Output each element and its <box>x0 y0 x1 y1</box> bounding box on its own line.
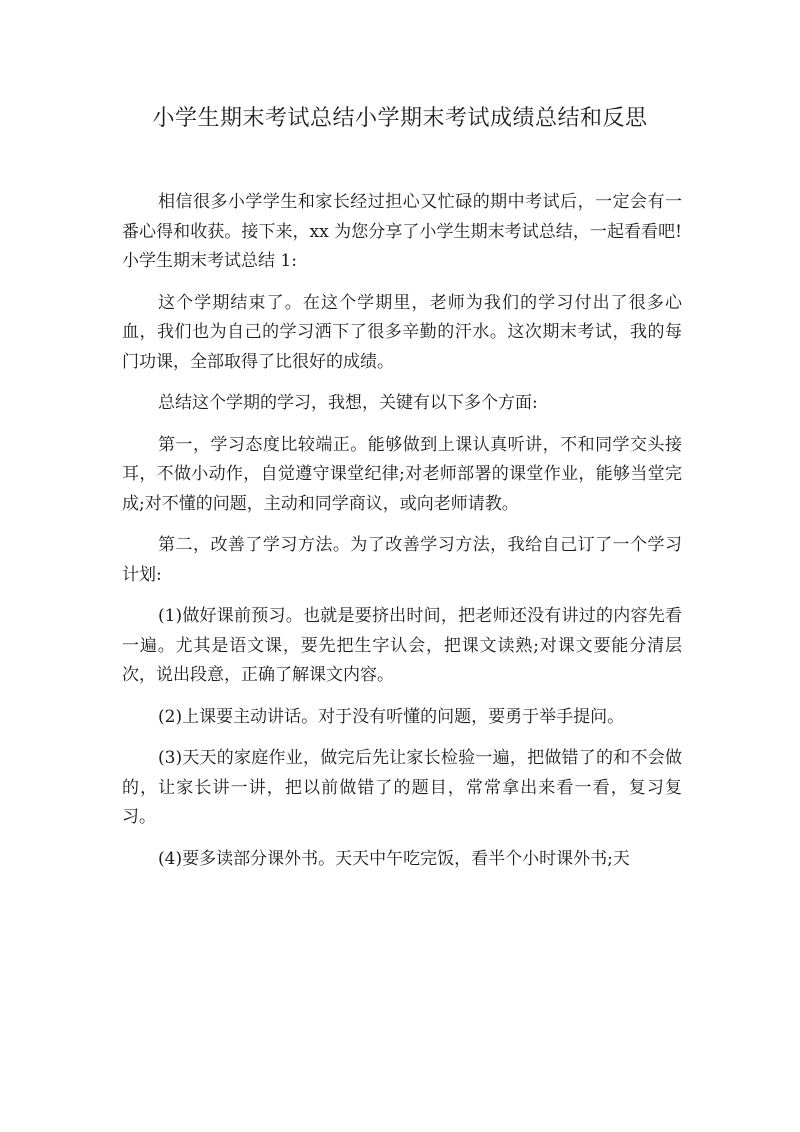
paragraph: 第一，学习态度比较端正。能够做到上课认真听讲，不和同学交头接耳，不做小动作，自觉遵守课堂纪律;对老师部署的课堂作业，能够当堂完成;对不懂的问题，主动和同学商议，或向老师请教。 <box>122 434 682 514</box>
paragraph: 这个学期结束了。在这个学期里，老师为我们的学习付出了很多心血，我们也为自己的学习洒下了很多辛勤的汗水。这次期末考试，我的每门功课，全部取得了比很好的成绩。 <box>122 292 682 372</box>
paragraph: (1)做好课前预习。也就是要挤出时间，把老师还没有讲过的内容先看一遍。尤其是语文课，要先把生字认会，把课文读熟;对课文要能分清层次，说出段意，正确了解课文内容。 <box>122 606 682 685</box>
paragraph: (4)要多读部分课外书。天天中午吃完饭，看半个小时课外书;天 <box>158 848 630 869</box>
paragraph: (3)天天的家庭作业，做完后先让家长检验一遍，把做错了的和不会做的，让家长讲一讲，把以前做错了的题目，常常拿出来看一看，复习复习。 <box>122 748 682 827</box>
paragraph: 总结这个学期的学习，我想，关键有以下多个方面: <box>158 393 538 413</box>
paragraph: 第二，改善了学习方法。为了改善学习方法，我给自己订了一个学习计划: <box>122 535 682 585</box>
paragraph: (2)上课要主动讲话。对于没有听懂的问题，要勇于举手提问。 <box>158 706 625 727</box>
document-body <box>122 188 682 886</box>
document-title: 小学生期末考试总结小学期末考试成绩总结和反思 <box>152 106 648 131</box>
paragraph: 相信很多小学学生和家长经过担心又忙碌的期中考试后，一定会有一番心得和收获。接下来，xx 为您分享了小学生期末考试总结，一起看看吧!小学生期末考试总结 1: <box>122 192 682 271</box>
